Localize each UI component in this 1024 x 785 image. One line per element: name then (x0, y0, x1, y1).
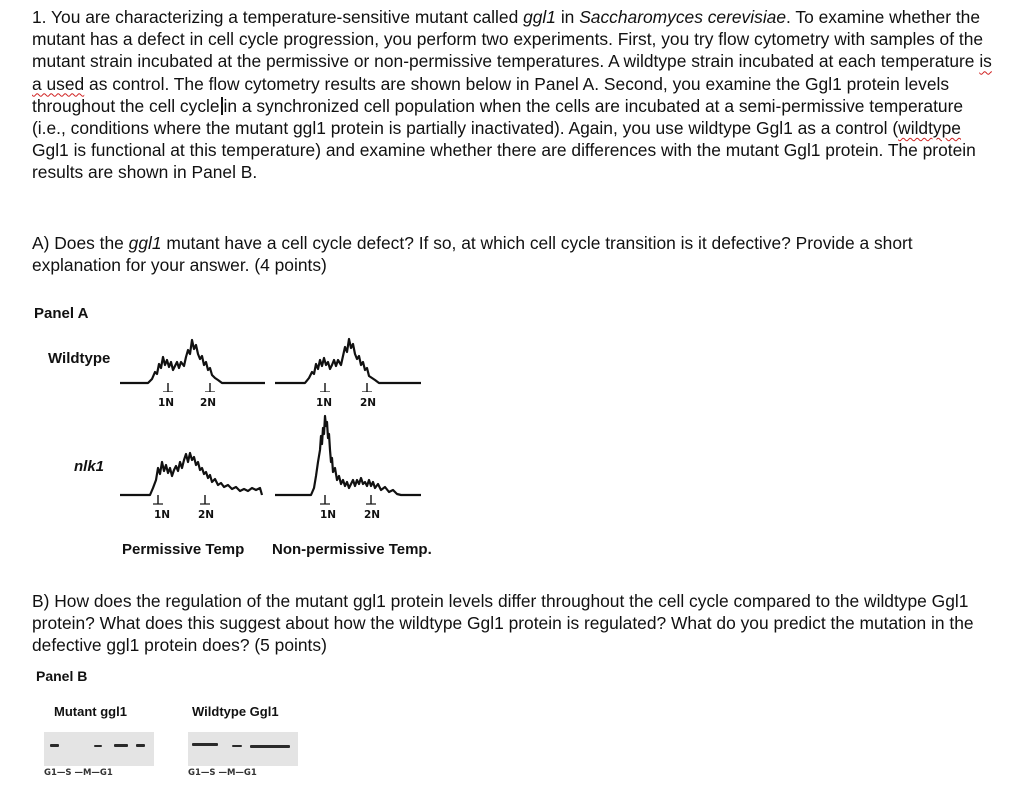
tick-1n: 1N (158, 397, 175, 409)
histogram-wildtype-nonpermissive (275, 332, 425, 392)
blot-band (250, 745, 290, 748)
spellcheck-underline: is a used (32, 51, 992, 94)
tick-1n: 1N (316, 397, 333, 409)
panel-b-title: Panel B (36, 668, 88, 684)
blot-band (136, 744, 145, 747)
tick-1n: 1N (320, 509, 337, 521)
condition-label-permissive: Permissive Temp (122, 541, 245, 558)
row-label-wildtype: Wildtype (48, 350, 111, 367)
histogram-mutant-permissive (120, 440, 270, 505)
blot-label-wildtype: Wildtype Ggl1 (192, 704, 279, 719)
blot-band (192, 743, 218, 746)
blot-band (232, 745, 242, 747)
tick-2n: 2N (360, 397, 377, 409)
tick-2n: 2N (364, 509, 381, 521)
gene-name: ggl1 (523, 7, 556, 27)
blot-axis-wildtype: G1—S —M—G1 (188, 768, 257, 778)
panel-a-title: Panel A (34, 305, 89, 322)
blot-band (114, 744, 128, 747)
tick-2n: 2N (198, 509, 215, 521)
western-blot-mutant (44, 732, 154, 766)
blot-band (94, 745, 102, 747)
gene-name: ggl1 (128, 233, 162, 253)
tick-2n: 2N (200, 397, 217, 409)
question-part-a: A) Does the ggl1 mutant have a cell cycle defect? If so, at which cell cycle transition is it defective? Provide a short explanation for your answer. (4 points) (32, 233, 913, 276)
spellcheck-underline: wildtype (898, 118, 961, 139)
blot-axis-mutant: G1—S —M—G1 (44, 768, 113, 778)
text-cursor (221, 97, 223, 115)
species-name: Saccharomyces cerevisiae (579, 7, 787, 27)
question-part-b: B) How does the regulation of the mutant ggl1 protein levels differ throughout the cell cycle compared to the wildtype Ggl1 protein? What does this suggest about how the wildtype Ggl1 protein is regulated? What do you predict the mutation in the defective ggl1 protein does? (5 points) (32, 591, 974, 656)
histogram-mutant-nonpermissive (275, 410, 425, 505)
condition-label-nonpermissive: Non-permissive Temp. (272, 541, 432, 558)
row-label-mutant: nlk1 (74, 458, 105, 475)
blot-label-mutant: Mutant ggl1 (54, 704, 127, 719)
histogram-wildtype-permissive (120, 332, 270, 392)
western-blot-wildtype (188, 732, 298, 766)
blot-band (50, 744, 59, 747)
question-intro: 1. You are characterizing a temperature-sensitive mutant called ggl1 in Saccharomyces cerevisiae. To examine whether the mutant has a defect in cell cycle progression, you perform two experiments. First, you try flow cytometry with samples of the mutant strain incubated at the permissive or non-permissive temperatures. A wildtype strain incubated at each temperature is a used as control. The flow cytometry results are shown below in Panel A. Second, you examine the Ggl1 protein levels throughout the cell cycle in a synchronized cell population when the cells are incubated at a semi-permissive temperature (i.e., conditions where the mutant ggl1 protein is partially inactivated). Again, you use wildtype Ggl1 as a control (wildtype Ggl1 is functional at this temperature) and examine whether there are differences with the mutant Ggl1 protein. The protein results are shown in Panel B. (32, 7, 992, 183)
tick-1n: 1N (154, 509, 171, 521)
